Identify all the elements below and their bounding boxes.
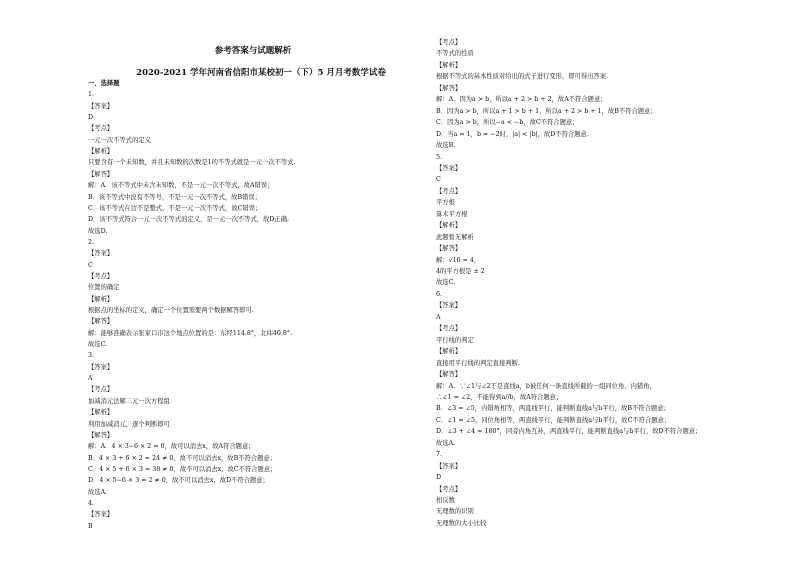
- text-line: 【解析】: [436, 61, 462, 69]
- text-line: B: [88, 522, 93, 530]
- text-line: 【答案】: [436, 462, 462, 470]
- text-line: 无理数的大小比较: [436, 519, 487, 527]
- text-line: 6.: [436, 290, 443, 298]
- text-line: 【考点】: [88, 272, 114, 280]
- text-line: 平行线的判定: [436, 336, 474, 344]
- text-line: D: [436, 474, 442, 482]
- text-line: 【解析】: [88, 409, 114, 417]
- text-line: 【答案】: [88, 102, 114, 110]
- text-line: 4.: [88, 499, 95, 507]
- text-line: 根据点的坐标的定义，确定一个位置需要两个数据解答即可.: [88, 307, 254, 314]
- text-line: 无理数的识别: [436, 508, 474, 516]
- text-line: 故选C.: [436, 279, 456, 287]
- text-line: 4的平方根是 ± 2: [436, 268, 485, 275]
- text-line: 【解析】: [436, 222, 462, 230]
- text-line: 2.: [88, 238, 95, 246]
- text-line: 【答案】: [436, 164, 462, 172]
- text-line: D．4 × 5−6 × 3 = 2 ≠ 0，故不可以消去x，故D不符合题意；: [88, 477, 269, 485]
- text-line: C: [436, 176, 441, 184]
- text-line: 5.: [436, 153, 443, 161]
- text-line: 相反数: [436, 497, 455, 504]
- text-line: B．该不等式中没有不等号，不是一元一次不等式，故B错误；: [88, 193, 261, 201]
- text-line: 【考点】: [88, 125, 114, 133]
- text-line: D．∠3 + ∠4 = 180°，同旁内角互补，两直线平行，能判断直线a与b平行，故D不符合题意；: [436, 428, 702, 436]
- text-line: 【解答】: [436, 84, 462, 92]
- text-line: D．该不等式符合一元一次不等式的定义，是一元一次不等式，故D正确.: [88, 216, 290, 224]
- text-line: 位置的确定: [88, 284, 120, 292]
- text-line: ∴∠1 = ∠2，不能得到a//b，故A符合题意；: [436, 393, 563, 401]
- text-line: 一、选择题: [88, 80, 120, 87]
- text-line: 【考点】: [436, 187, 462, 195]
- text-line: 【答案】: [88, 511, 114, 519]
- text-line: 【解析】: [88, 295, 114, 303]
- text-line: 不等式的性质: [436, 50, 474, 58]
- text-line: 算术平方根: [436, 210, 468, 218]
- text-line: 故选A.: [88, 488, 108, 496]
- text-line: C．该不等式在边不是整式，不是一元一次不等式，故C错误；: [88, 204, 262, 212]
- page-title: 参考答案与试题解析: [214, 46, 292, 56]
- text-line: 只要含有一个未知数，并且未知数的次数是1的不等式就是一元一次不等式.: [88, 159, 296, 167]
- text-line: 【解答】: [436, 245, 462, 253]
- text-line: D: [88, 114, 94, 122]
- text-line: 故选C.: [88, 341, 108, 349]
- text-line: 【解答】: [88, 318, 114, 326]
- text-line: A: [436, 313, 441, 321]
- text-line: 解：A．∵∠1与∠2不是直线a，b被任何一条直线所截的一组同位角、内错角，: [436, 382, 656, 390]
- text-line: 此题暂无解析: [436, 233, 474, 241]
- text-line: 【解答】: [436, 371, 462, 379]
- text-line: 平方根: [436, 199, 455, 207]
- text-line: B．因为a > b，所以a + 1 > b + 1，所以a + 2 > b + 1，故B不符合题意；: [436, 107, 657, 115]
- exam-subtitle: 2020-2021 学年河南省信阳市某校初一（下）5 月月考数学试卷: [136, 68, 386, 78]
- text-line: 解：A．因为a > b，所以a + 2 > b + 2，故A不符合题意；: [436, 96, 607, 104]
- text-line: 故选D.: [88, 227, 108, 235]
- text-line: 故选B.: [436, 142, 456, 150]
- text-line: A: [88, 375, 93, 383]
- text-line: 解：A．4 × 3−6 × 2 = 0，故可以消去x，故A符合题意；: [88, 443, 255, 451]
- text-line: C: [88, 261, 93, 269]
- text-line: 【解析】: [436, 348, 462, 356]
- text-line: 【答案】: [88, 363, 114, 371]
- text-line: 故选A.: [436, 439, 456, 447]
- text-line: 【答案】: [436, 302, 462, 310]
- text-line: 7.: [436, 451, 443, 459]
- text-line: 3.: [88, 352, 95, 360]
- text-line: 解：√16 = 4，: [436, 256, 481, 264]
- text-line: 【考点】: [436, 39, 462, 46]
- text-line: 1.: [88, 91, 95, 99]
- text-line: 直接用平行线的判定直接判断.: [436, 359, 520, 367]
- text-line: C．4 × 5 + 6 × 3 = 38 ≠ 0，故不可以消去x，故C不符合题意；: [88, 465, 277, 473]
- text-line: B．4 × 3 + 6 × 2 = 24 ≠ 0，故不可以消去x，故B不符合题意；: [88, 454, 276, 462]
- text-line: 【考点】: [436, 325, 462, 333]
- text-line: 加减消元法解二元一次方程组: [88, 397, 170, 405]
- text-line: C．因为a > b，所以−a < −b，故C不符合题意；: [436, 119, 579, 127]
- text-line: 一元一次不等式的定义: [88, 136, 151, 144]
- text-line: 【解析】: [88, 148, 114, 156]
- text-line: C．∠1 = ∠5，同位角相等，两直线平行，能判断直线a与b平行，故C不符合题意；: [436, 416, 671, 424]
- text-line: 【解答】: [88, 431, 114, 439]
- text-line: 解：能够准确表示张家口市这个地点位置的是：东经114.8°，北纬40.8°.: [88, 329, 293, 337]
- text-line: 利用加减消元，逐个判断即可: [88, 420, 170, 428]
- text-line: D．当a = 1，b = −2时，|a| < |b|，故D不符合题意.: [436, 130, 589, 138]
- text-line: 【答案】: [88, 250, 114, 258]
- text-line: 根据不等式的基本性质对给出的式子进行变形，即可得出答案.: [436, 73, 609, 81]
- text-line: 解：A．该不等式中未含未知数，不是一元一次不等式，故A错误；: [88, 182, 274, 190]
- text-line: 【解答】: [88, 170, 114, 178]
- text-line: 【考点】: [436, 485, 462, 493]
- text-line: 【考点】: [88, 386, 114, 394]
- text-line: B．∠3 = ∠5，内错角相等，两直线平行，能判断直线a与b平行，故B不符合题意；: [436, 405, 670, 413]
